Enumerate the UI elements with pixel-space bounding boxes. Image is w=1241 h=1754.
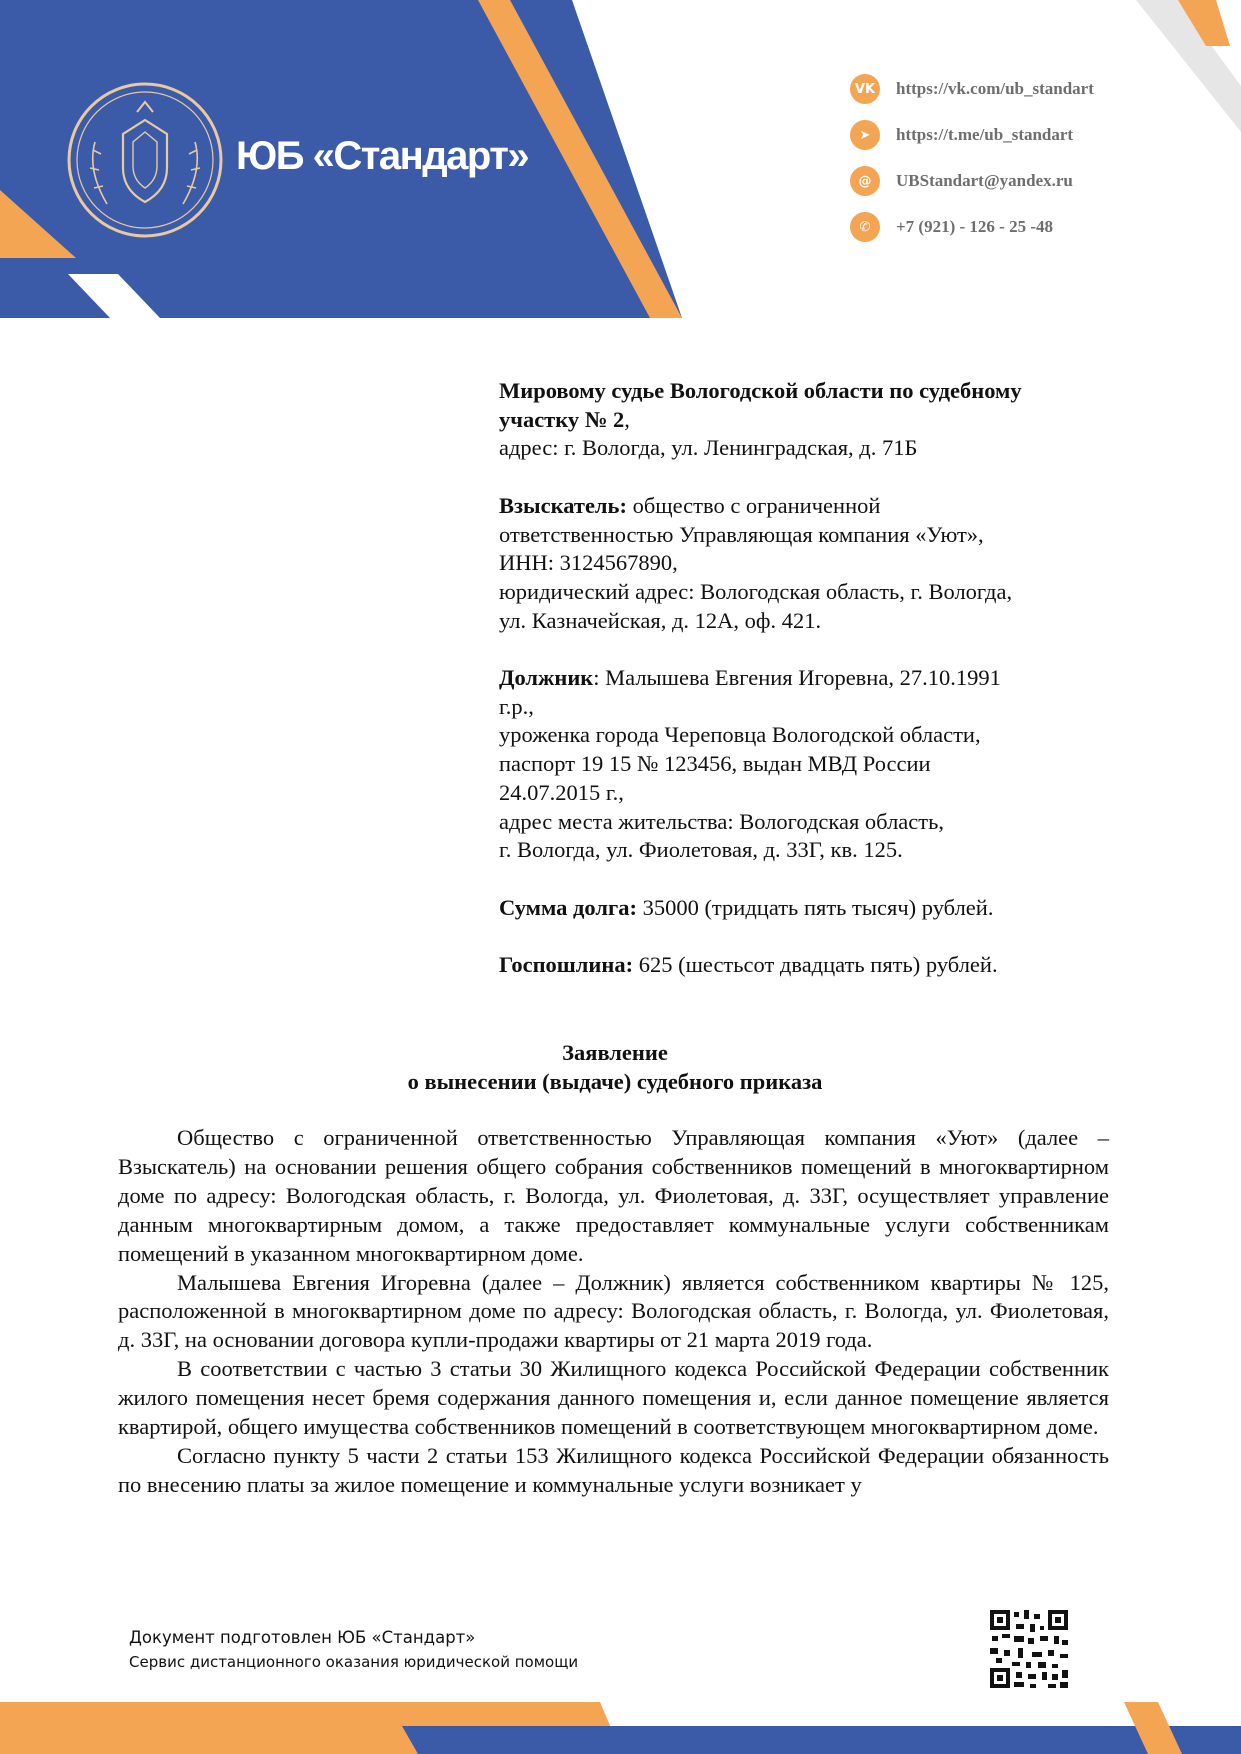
body-paragraph: В соответствии с частью 3 статьи 30 Жилищного кодекса Российской Федерации собственник жилого помещения несет бремя содержания данного помещения и, если данное помещение является квартирой, общего имущества собственников помещений в соответствующем многоквартирном доме.: [118, 1356, 1109, 1440]
debtor-paragraph: [499, 664, 1099, 865]
debtor-line: паспорт 19 15 № 123456, выдан МВД России: [499, 751, 931, 777]
footer-line2: Сервис дистанционного оказания юридической помощи: [129, 1653, 579, 1671]
debtor-line: уроженка города Череповца Вологодской области,: [499, 722, 981, 748]
contact-vk[interactable]: [850, 66, 1094, 112]
claimant-line: ул. Казначейская, д. 12А, оф. 421.: [499, 607, 822, 633]
claimant-label: Взыскатель:: [499, 492, 627, 518]
debtor-line: адрес места жительства: Вологодская область,: [499, 808, 944, 834]
fee-value: 625 (шестьсот двадцать пять) рублей.: [633, 952, 998, 977]
claimant-paragraph: [499, 492, 1099, 636]
document-title: [0, 1038, 1230, 1096]
footer-note: [129, 1625, 578, 1673]
claimant-line: общество с ограниченной: [626, 492, 881, 518]
contact-email-link[interactable]: UBStandart@yandex.ru: [896, 171, 1073, 190]
debt-paragraph: [499, 894, 1099, 923]
debt-value: 35000 (тридцать пять тысяч) рублей.: [636, 894, 994, 920]
addressee-block: [499, 377, 1099, 1008]
debtor-label: Должник: [499, 665, 594, 690]
footer-line1: Документ подготовлен ЮБ «Стандарт»: [129, 1628, 476, 1647]
contact-telegram[interactable]: [850, 112, 1094, 158]
debt-label: Сумма долга:: [499, 894, 637, 920]
contact-email[interactable]: [850, 158, 1094, 204]
claimant-line: юридический адрес: Вологодская область, г. Вологда,: [499, 578, 1013, 604]
telegram-icon: ➤: [850, 120, 880, 150]
footer-blue-band: [402, 1726, 1241, 1754]
claimant-line: ИНН: 3124567890,: [499, 550, 678, 576]
email-icon: @: [850, 166, 880, 196]
court-paragraph: [499, 377, 1099, 463]
vk-icon: VK: [850, 74, 880, 104]
court-address: адрес: г. Вологда, ул. Ленинградская, д. 71Б: [499, 435, 918, 461]
qr-code: [988, 1608, 1070, 1690]
document-title-line2: о вынесении (выдаче) судебного приказа: [407, 1069, 823, 1094]
court-name-tail: ,: [624, 406, 630, 432]
corner-gray-stripe: [1136, 0, 1241, 132]
contact-phone[interactable]: [850, 204, 1094, 250]
document-body: [118, 1124, 1109, 1500]
debtor-line: г.р.,: [499, 693, 534, 719]
fee-paragraph: [499, 951, 1099, 980]
fee-label: Госпошлина:: [499, 952, 634, 977]
debtor-line: г. Вологда, ул. Фиолетовая, д. 33Г, кв. 125.: [499, 837, 903, 863]
body-paragraph: Малышева Евгения Игоревна (далее – Должник) является собственником квартиры № 125, расположенной в многоквартирном доме по адресу: Вологодская область, г. Вологда, ул. Фиолетовая, д. 33Г, на основании договора купли-продажи квартиры от 21 марта 2019 года.: [118, 1269, 1109, 1353]
body-paragraph: Общество с ограниченной ответственностью Управляющая компания «Уют» (далее – Взыскатель) на основании решения общего собрания собственников помещений в многоквартирном доме по адресу: Вологодская область, г. Вологда, ул. Фиолетовая, д. 33Г, осуществляет управление данным многоквартирным домом, а также предоставляет коммунальные услуги собственникам помещений в указанном многоквартирном доме.: [118, 1125, 1109, 1266]
whatsapp-icon: ✆: [850, 212, 880, 242]
contact-telegram-link[interactable]: https://t.me/ub_standart: [896, 125, 1074, 144]
claimant-line: ответственностью Управляющая компания «Уют»,: [499, 521, 984, 547]
contacts-block: [850, 66, 1094, 250]
contact-vk-link[interactable]: https://vk.com/ub_standart: [896, 79, 1094, 98]
body-paragraph: Согласно пункту 5 части 2 статьи 153 Жилищного кодекса Российской Федерации обязанность по внесению платы за жилое помещение и коммунальные услуги возникает у: [118, 1442, 1109, 1497]
brand-name: ЮБ «Стандарт»: [236, 134, 529, 178]
debtor-line: 24.07.2015 г.,: [499, 779, 624, 805]
contact-phone-number[interactable]: +7 (921) - 126 - 25 -48: [896, 217, 1053, 236]
debtor-line: : Малышева Евгения Игоревна, 27.10.1991: [593, 665, 1001, 690]
court-name: Мировому судье Вологодской области по судебному участку № 2: [499, 378, 1022, 432]
document-title-line1: Заявление: [562, 1040, 668, 1065]
